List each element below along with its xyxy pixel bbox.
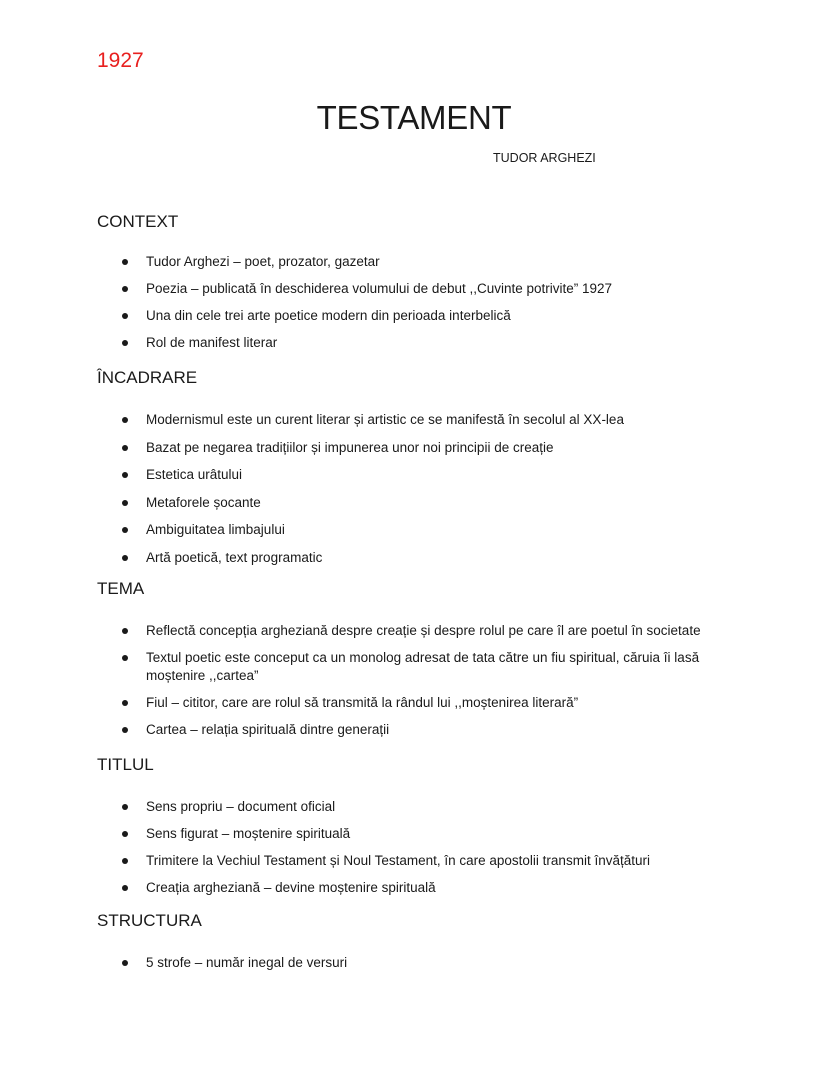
list-item: Modernismul este un curent literar și artistic ce se manifestă în secolul al XX-lea [97,411,736,429]
bullet-icon [122,804,128,810]
section-heading: CONTEXT [97,212,179,231]
list-item: Poezia – publicată în deschiderea volumului de debut ,,Cuvinte potrivite” 1927 [97,280,736,298]
list-item: Reflectă concepția argheziană despre creație și despre rolul pe care îl are poetul în societate [97,622,736,640]
bullet-icon [122,858,128,864]
bullet-icon [122,628,128,634]
bullet-icon [122,831,128,837]
bullet-list [97,798,777,897]
bullet-icon [122,472,128,478]
list-item: Ambiguitatea limbajului [97,521,736,539]
section-heading: TEMA [97,579,145,598]
bullet-icon [122,500,128,506]
section-incadrare [97,369,777,567]
author-name: TUDOR ARGHEZI [493,151,596,165]
bullet-icon [122,700,128,706]
section-heading: STRUCTURA [97,911,202,930]
bullet-icon [122,417,128,423]
list-item: Sens figurat – moștenire spirituală [97,825,736,843]
list-item: Sens propriu – document oficial [97,798,736,816]
section-tema [97,580,777,739]
section-heading: TITLUL [97,755,154,774]
year-label: 1927 [97,49,144,72]
list-item: Textul poetic este conceput ca un monolog adresat de tata către un fiu spiritual, căruia îi lasă moștenire ,,cartea” [97,649,736,685]
list-item: 5 strofe – număr inegal de versuri [97,954,736,972]
bullet-icon [122,727,128,733]
bullet-icon [122,655,128,661]
bullet-icon [122,555,128,561]
bullet-list [97,954,777,972]
list-item: Trimitere la Vechiul Testament și Noul Testament, în care apostolii transmit învățături [97,852,736,870]
list-item: Bazat pe negarea tradițiilor și impunerea unor noi principii de creație [97,439,736,457]
list-item: Estetica urâtului [97,466,736,484]
section-context [97,213,777,352]
bullet-icon [122,340,128,346]
bullet-icon [122,960,128,966]
section-titlul [97,756,777,897]
list-item: Metaforele șocante [97,494,736,512]
bullet-icon [122,259,128,265]
list-item: Tudor Arghezi – poet, prozator, gazetar [97,253,736,271]
bullet-icon [122,313,128,319]
list-item: Artă poetică, text programatic [97,549,736,567]
list-item: Cartea – relația spirituală dintre generații [97,721,736,739]
list-item: Fiul – cititor, care are rolul să transmită la rândul lui ,,moștenirea literară” [97,694,736,712]
bullet-icon [122,885,128,891]
bullet-list [97,622,777,739]
bullet-list [97,253,777,352]
section-structura [97,912,777,972]
list-item: Rol de manifest literar [97,334,736,352]
list-item: Creația argheziană – devine moștenire spirituală [97,879,736,897]
bullet-icon [122,286,128,292]
section-heading: ÎNCADRARE [97,368,198,387]
bullet-list [97,411,777,567]
bullet-icon [122,527,128,533]
list-item: Una din cele trei arte poetice modern din perioada interbelică [97,307,736,325]
page-title: TESTAMENT [316,99,512,136]
bullet-icon [122,445,128,451]
